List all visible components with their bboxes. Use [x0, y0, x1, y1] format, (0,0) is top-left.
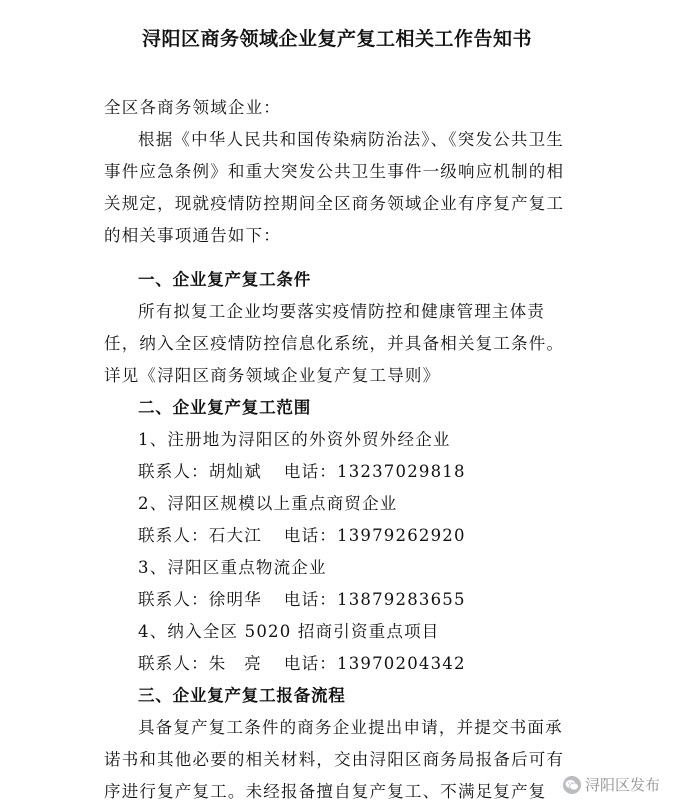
section1-line-3: 详见《浔阳区商务领域企业复产复工导则》 [104, 366, 441, 385]
section3-heading: 三、企业复产复工报备流程 [138, 686, 346, 705]
document-title: 浔阳区商务领域企业复产复工相关工作告知书 [141, 28, 532, 50]
contact-person: 联系人：胡灿斌 [138, 462, 262, 481]
contact-person: 联系人：徐明华 [138, 590, 262, 609]
source-watermark [559, 772, 664, 797]
section3-line-1: 具备复产复工条件的商务企业提出申请，并提交书面承 [138, 718, 563, 737]
scope-item-4: 4、纳入全区 5020 招商引资重点项目 [138, 622, 440, 641]
intro-line-1: 根据《中华人民共和国传染病防治法》、《突发公共卫生 [138, 130, 564, 149]
salutation: 全区各商务领域企业： [104, 98, 281, 117]
intro-line-4: 的相关事项通告如下： [104, 226, 281, 245]
wechat-icon [563, 776, 581, 794]
scope-item-3: 3、浔阳区重点物流企业 [138, 558, 327, 577]
section1-line-2: 任，纳入全区疫情防控信息化系统，并具备相关复工条件。 [104, 334, 565, 353]
section3-line-3: 序进行复产复工。未经报备擅自复产复工、不满足复产复 [104, 782, 547, 801]
watermark-text: 浔阳区发布 [584, 776, 660, 794]
contact-phone: 电话：13237029818 [283, 462, 466, 481]
contact-phone: 电话：13970204342 [283, 654, 466, 673]
contact-phone: 电话：13979262920 [283, 526, 466, 545]
scope-item-3-contact [138, 586, 466, 610]
contact-phone: 电话：13879283655 [283, 590, 466, 609]
scope-item-1-contact [138, 458, 466, 482]
intro-line-3: 关规定，现就疫情防控期间全区商务领域企业有序复产复工 [104, 194, 565, 213]
scope-item-1: 1、注册地为浔阳区的外资外贸外经企业 [138, 430, 451, 449]
section2-heading: 二、企业复产复工范围 [138, 398, 311, 417]
intro-line-2: 事件应急条例》和重大突发公共卫生事件一级响应机制的相 [104, 162, 565, 181]
contact-person: 联系人：朱 亮 [138, 654, 262, 673]
scope-item-4-contact [138, 650, 466, 674]
scope-item-2-contact [138, 522, 466, 546]
section3-line-2: 诺书和其他必要的相关材料，交由浔阳区商务局报备后可有 [104, 750, 565, 769]
contact-person: 联系人：石大江 [138, 526, 262, 545]
section1-heading: 一、企业复产复工条件 [138, 270, 311, 289]
section1-line-1: 所有拟复工企业均要落实疫情防控和健康管理主体责 [138, 302, 546, 321]
scope-item-2: 2、浔阳区规模以上重点商贸企业 [138, 494, 398, 513]
